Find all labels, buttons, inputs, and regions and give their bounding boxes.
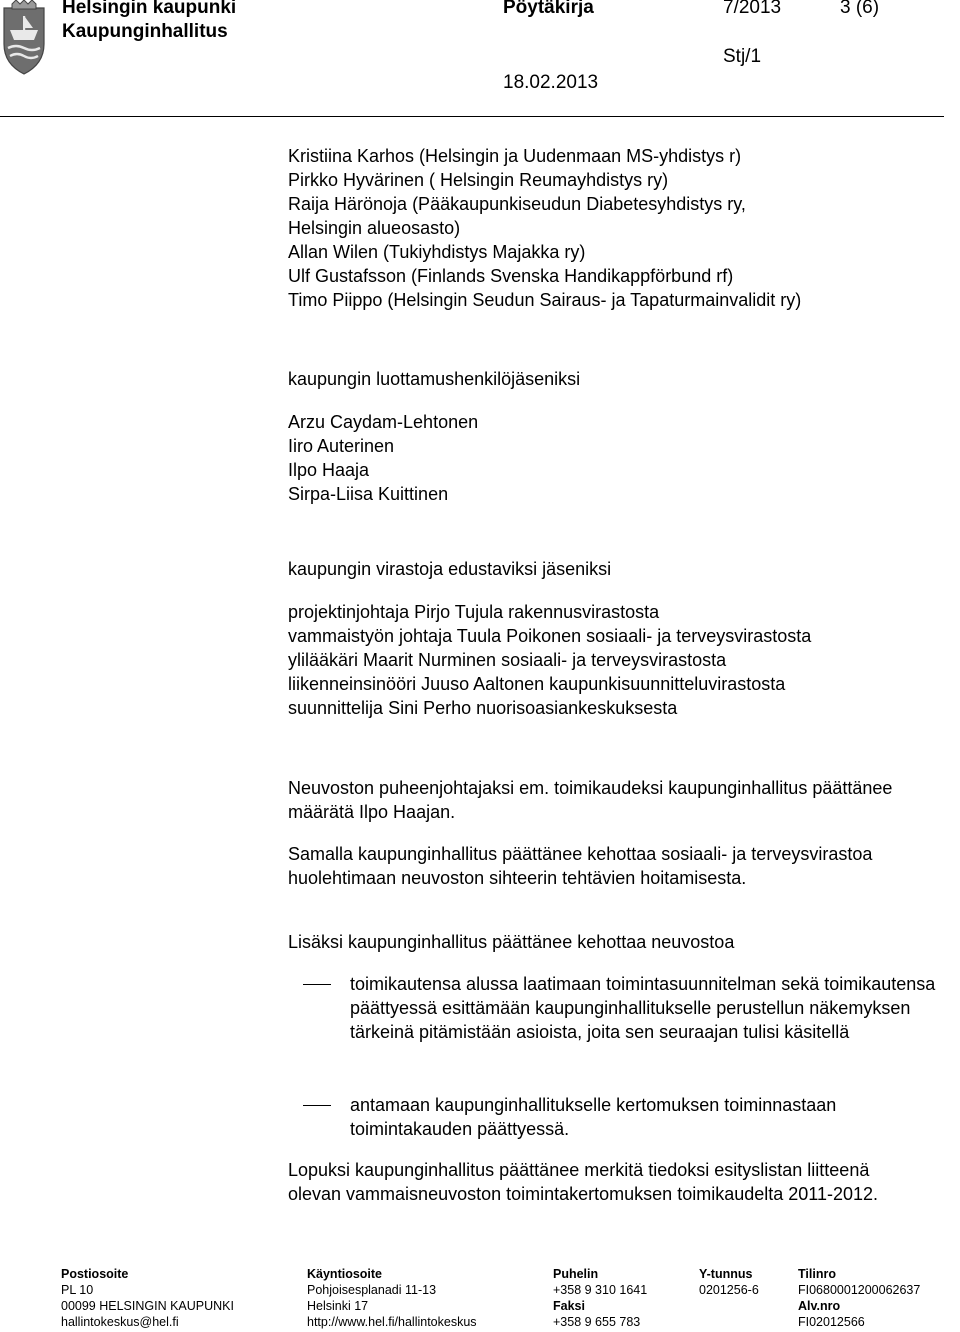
- footer-visit: [307, 1266, 477, 1330]
- footer-text: Pohjoisesplanadi 11-13: [307, 1283, 437, 1297]
- paragraph-further: Lisäksi kaupunginhallitus päättänee kehottaa neuvostoa: [288, 932, 735, 952]
- bullet-item: toimikautensa alussa laatimaan toimintasuunnitelman sekä toimikautensa päättyessä esittämään kaupunginhallitukselle perustellun näkemyksen tärkeinä pitämistään asioista, joita sen seuraajan tulisi käsitellä: [350, 974, 936, 1042]
- helsinki-coat-of-arms-icon: [0, 0, 48, 76]
- header-number: 7/2013: [723, 0, 782, 18]
- footer-text: 0201256-6: [699, 1283, 759, 1297]
- footer-text: Helsinki 17: [307, 1299, 369, 1313]
- footer-label: Alv.nro: [798, 1299, 841, 1313]
- footer-tilinro: [798, 1266, 920, 1330]
- footer-ytunnus: [699, 1266, 759, 1298]
- footer-label: Puhelin: [553, 1267, 599, 1281]
- agencies-list: [288, 600, 928, 720]
- footer-text: 00099 HELSINGIN KAUPUNKI: [61, 1299, 234, 1313]
- trustees-list: [288, 410, 928, 506]
- footer-label: Faksi: [553, 1299, 585, 1313]
- list-item: Arzu Caydam-Lehtonen: [288, 412, 479, 432]
- footer-label: Postiosoite: [61, 1267, 129, 1281]
- list-item: Allan Wilen (Tukiyhdistys Majakka ry): [288, 242, 586, 262]
- footer-text: FI02012566: [798, 1315, 865, 1329]
- dash-bullet-marker: [303, 1105, 331, 1106]
- footer-text: +358 9 655 783: [553, 1315, 641, 1329]
- agencies-heading: kaupungin virastoja edustaviksi jäseniksi: [288, 559, 612, 579]
- footer-text: FI0680001200062637: [798, 1283, 921, 1297]
- list-item: Iiro Auterinen: [288, 436, 395, 456]
- list-item: Timo Piippo (Helsingin Seudun Sairaus- ja Tapaturmainvalidit ry): [288, 290, 802, 310]
- header-org: Helsingin kaupunki: [62, 0, 237, 18]
- list-item: Helsingin alueosasto): [288, 218, 461, 238]
- dash-bullet-marker: [303, 984, 331, 985]
- footer-email: hallintokeskus@hel.fi: [61, 1315, 179, 1329]
- list-item: vammaistyön johtaja Tuula Poikonen sosiaali- ja terveysvirastosta: [288, 626, 812, 646]
- footer-label: Y-tunnus: [699, 1267, 753, 1281]
- list-item: Kristiina Karhos (Helsingin ja Uudenmaan MS-yhdistys r): [288, 146, 742, 166]
- paragraph-chair: Neuvoston puheenjohtajaksi em. toimikaudeksi kaupunginhallitus päättänee määrätä Ilpo Haajan.: [288, 778, 893, 822]
- header-section: Stj/1: [723, 46, 762, 67]
- header-date: 18.02.2013: [503, 72, 599, 93]
- header-rule: [0, 116, 944, 117]
- members-list: [288, 144, 928, 312]
- list-item: projektinjohtaja Pirjo Tujula rakennusvirastosta: [288, 602, 660, 622]
- list-item: Ulf Gustafsson (Finlands Svenska Handikappförbund rf): [288, 266, 734, 286]
- footer-link: http://www.hel.fi/hallintokeskus: [307, 1315, 477, 1329]
- list-item: Pirkko Hyvärinen ( Helsingin Reumayhdistys ry): [288, 170, 669, 190]
- footer-postal: [61, 1266, 234, 1330]
- footer-label: Käyntiosoite: [307, 1267, 383, 1281]
- paragraph-finally: Lopuksi kaupunginhallitus päättänee merkitä tiedoksi esityslistan liitteenä olevan vammaisneuvoston toimintakertomuksen toimikaudelta 2011-2012.: [288, 1160, 878, 1204]
- header-doc-type: Pöytäkirja: [503, 0, 594, 18]
- header-page: 3 (6): [840, 0, 880, 18]
- bullet-item: antamaan kaupunginhallitukselle kertomuksen toiminnastaan toimintakauden päättyessä.: [350, 1095, 837, 1139]
- list-item: Sirpa-Liisa Kuittinen: [288, 484, 449, 504]
- list-item: Ilpo Haaja: [288, 460, 370, 480]
- trustees-heading: kaupungin luottamushenkilöjäseniksi: [288, 369, 581, 389]
- footer-label: Tilinro: [798, 1267, 836, 1281]
- list-item: Raija Härönoja (Pääkaupunkiseudun Diabetesyhdistys ry,: [288, 194, 746, 214]
- paragraph-urge: Samalla kaupunginhallitus päättänee kehottaa sosiaali- ja terveysvirastoa huolehtimaan neuvoston sihteerin tehtävien hoitamisesta.: [288, 844, 873, 888]
- list-item: ylilääkäri Maarit Nurminen sosiaali- ja terveysvirastosta: [288, 650, 727, 670]
- header-body: Kaupunginhallitus: [62, 21, 228, 42]
- footer-text: +358 9 310 1641: [553, 1283, 648, 1297]
- list-item: liikenneinsinööri Juuso Aaltonen kaupunkisuunnitteluvirastosta: [288, 674, 786, 694]
- footer-text: PL 10: [61, 1283, 94, 1297]
- list-item: suunnittelija Sini Perho nuorisoasiankeskuksesta: [288, 698, 678, 718]
- footer-phone: [553, 1266, 647, 1330]
